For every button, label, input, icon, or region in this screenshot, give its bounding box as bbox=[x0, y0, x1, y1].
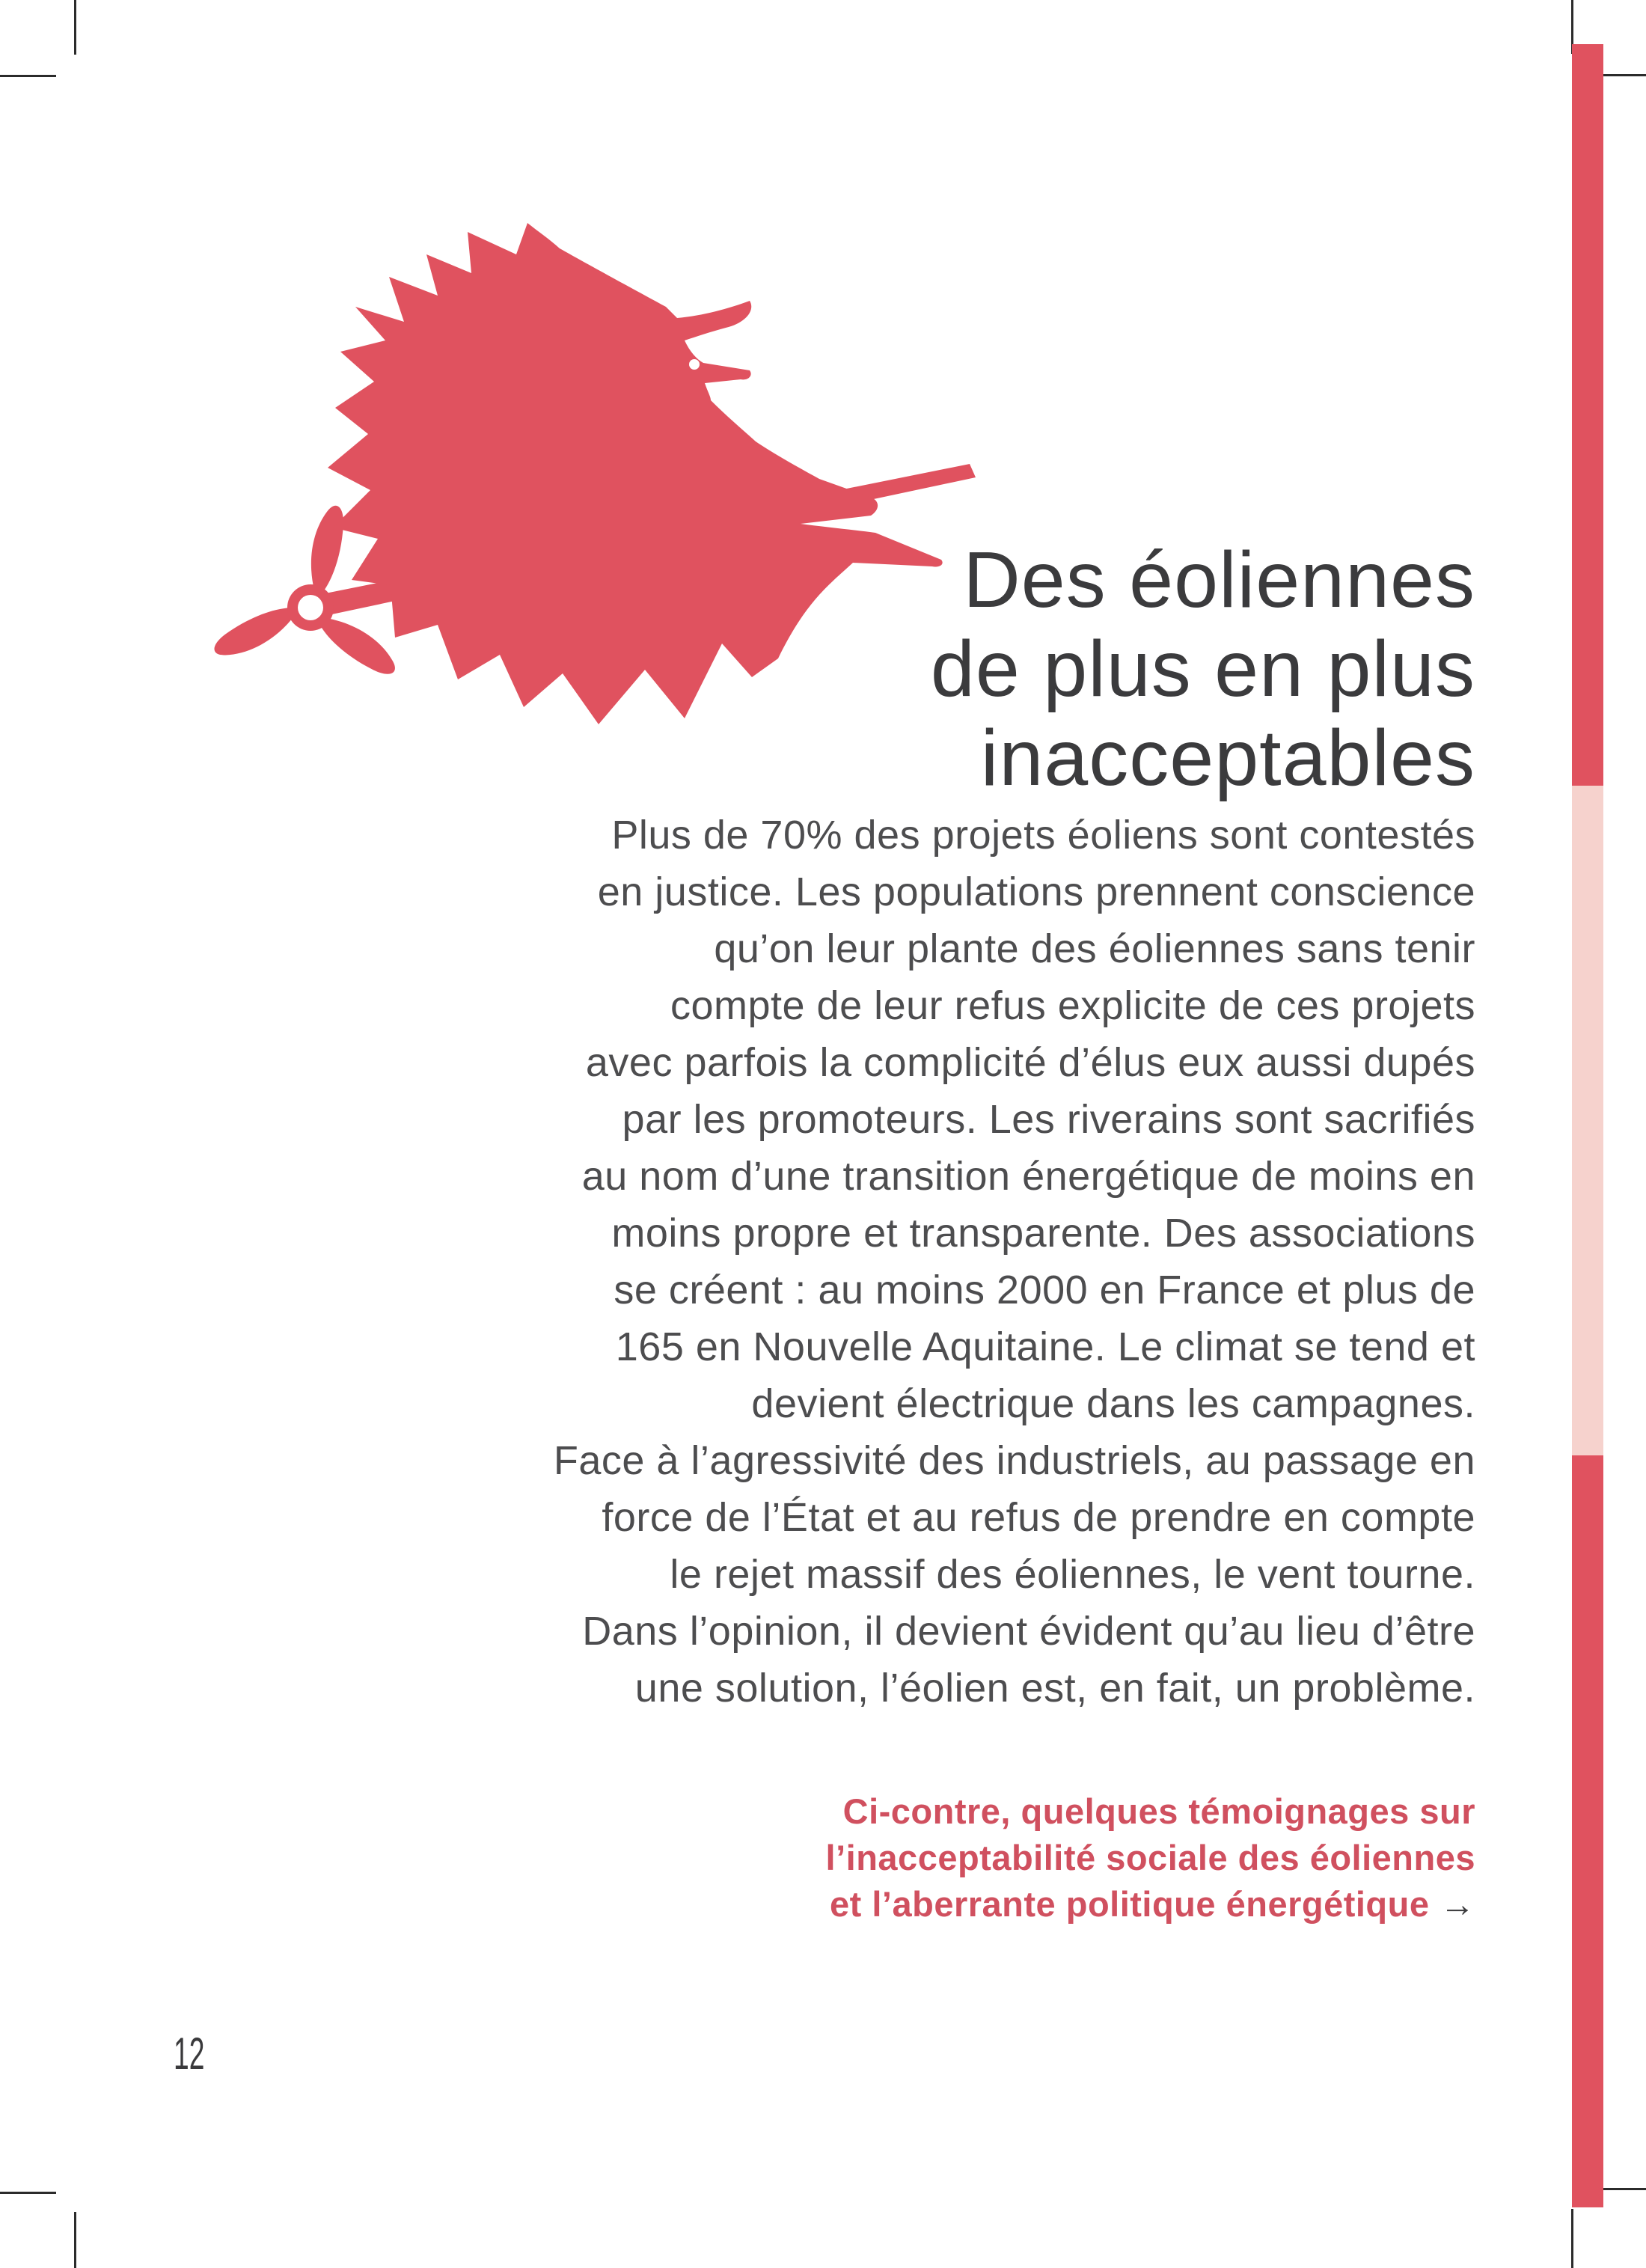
body-line: Face à l’agressivité des industriels, au passage en bbox=[553, 1438, 1475, 1483]
body-line: le rejet massif des éoliennes, le vent tourne. bbox=[670, 1552, 1475, 1597]
body-line: en justice. Les populations prennent conscience bbox=[597, 869, 1475, 914]
page-title bbox=[428, 536, 1475, 803]
callout-line-1: Ci-contre, quelques témoignages sur bbox=[842, 1791, 1475, 1831]
body-line: par les promoteurs. Les riverains sont sacrifiés bbox=[622, 1097, 1475, 1142]
sidebar-bar-middle-pale-segment bbox=[1572, 786, 1603, 1455]
callout-line-3 bbox=[503, 1881, 1475, 1928]
body-line: Plus de 70% des projets éoliens sont contestés bbox=[611, 813, 1475, 858]
body-line: Dans l’opinion, il devient évident qu’au lieu d’être bbox=[582, 1609, 1475, 1654]
title-line-2: de plus en plus bbox=[930, 625, 1475, 713]
body-line: moins propre et transparente. Des associations bbox=[611, 1211, 1475, 1256]
body-line: avec parfois la complicité d’élus eux aussi dupés bbox=[585, 1040, 1475, 1085]
sidebar-bar-bottom-red-segment bbox=[1572, 1455, 1603, 2207]
crop-mark-bottom-left-horizontal bbox=[0, 2192, 56, 2194]
body-line: compte de leur refus explicite de ces projets bbox=[670, 983, 1475, 1028]
sidebar-bar-top-red-segment bbox=[1572, 44, 1603, 786]
body-line: qu’on leur plante des éoliennes sans tenir bbox=[714, 926, 1475, 971]
body-line: devient électrique dans les campagnes. bbox=[751, 1381, 1475, 1426]
body-line: force de l’État et au refus de prendre en compte bbox=[602, 1495, 1475, 1540]
title-line-3: inacceptables bbox=[980, 714, 1475, 802]
crop-mark-top-left-vertical bbox=[74, 0, 76, 55]
body-line: 165 en Nouvelle Aquitaine. Le climat se tend et bbox=[615, 1324, 1475, 1369]
body-line: au nom d’une transition énergétique de moins en bbox=[581, 1154, 1475, 1199]
witch-eye bbox=[689, 359, 700, 370]
body-line: une solution, l’éolien est, en fait, un problème. bbox=[634, 1666, 1475, 1711]
title-line-1: Des éoliennes bbox=[963, 536, 1475, 624]
crop-mark-top-left-horizontal bbox=[0, 75, 56, 77]
arrow-right-icon: → bbox=[1440, 1884, 1475, 1924]
crop-mark-bottom-right-vertical bbox=[1571, 2209, 1573, 2268]
crop-mark-bottom-left-vertical bbox=[74, 2212, 76, 2268]
callout-line-2: l’inacceptabilité sociale des éoliennes bbox=[825, 1838, 1475, 1877]
callout-text bbox=[503, 1788, 1475, 1928]
body-text bbox=[308, 807, 1475, 1717]
callout-line-3-text: et l’aberrante politique énergétique bbox=[830, 1884, 1430, 1924]
body-line: se créent : au moins 2000 en France et plus de bbox=[614, 1268, 1475, 1312]
page-number: 12 bbox=[174, 2029, 205, 2079]
